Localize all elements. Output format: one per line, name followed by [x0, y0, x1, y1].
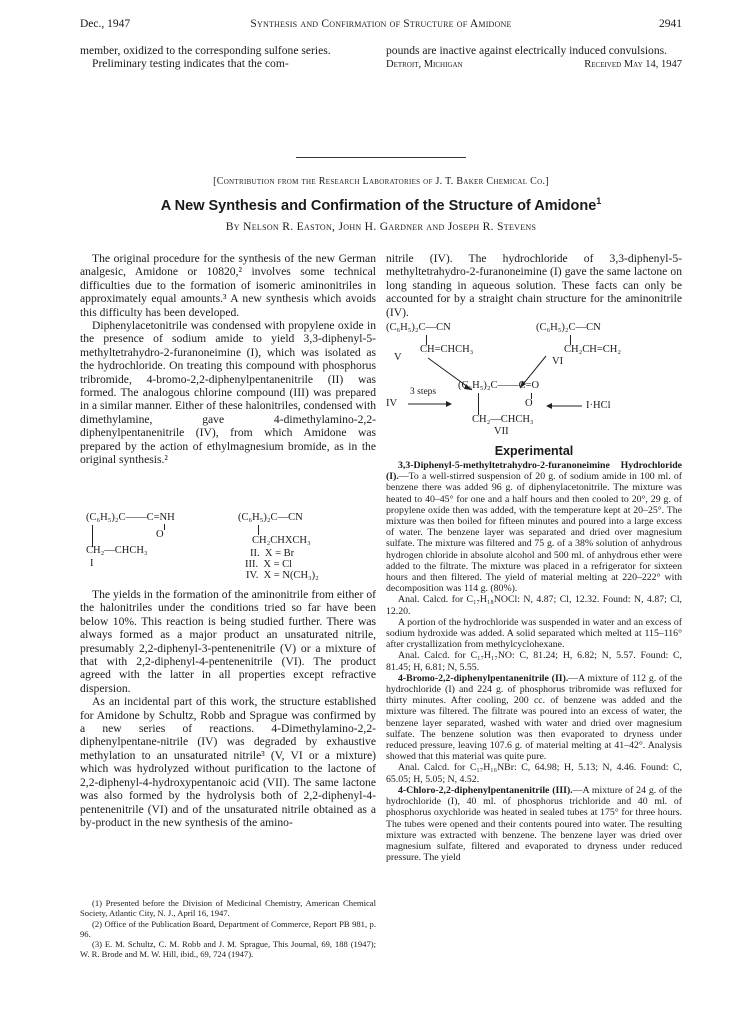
paragraph-confirmation: As an incidental part of this work, the structure established for Amidone by Schultz, Robb and Sprague was confirmed by a new series of reactions. 4-Dimethylamino-2,2-diphenylpentane-nitrile (IV) was degraded by exhaustive methylation to an unsaturated nitrile³ (V, VI or a mixture) which was hydrolyzed without purification to the lactone of 2,2-diphenyl-4-hydroxypentanoic acid (VII). The same lactone was also formed by the hydrolysis both of 2,2-diphenyl-4-pentenenitrile (VI) and of the unsaturated nitrile obtained as a by-product in the new synthesis of the amino-: [80, 695, 376, 829]
paragraph-intro: The original procedure for the synthesis of the new German analgesic, Amidone or 10820,² involves some technical difficulties due to the formation of isomeric aminonitriles in approximately equal amounts.³ A new synthesis which avoids this difficulty has been developed.: [80, 252, 376, 319]
struct-V-top: (C₆H₅)₂C—CN: [386, 322, 451, 333]
page-number: 2941: [659, 18, 682, 30]
prev-article-right: [386, 44, 682, 72]
running-title: Synthesis and Confirmation of Structure of Amidone: [250, 18, 512, 30]
left-column-continued: [80, 588, 376, 829]
exp-bromo-heading: 4-Bromo-2,2-diphenylpentanenitrile (II).: [398, 672, 569, 684]
struct-VII-label: VII: [494, 426, 509, 437]
exp-bromo-nitrile: [386, 673, 682, 763]
experimental-heading: Experimental: [494, 444, 574, 458]
struct-II-label: II. X = Br: [250, 548, 295, 559]
exp-imine-analysis: Anal. Calcd. for C₁₇H₁₈NOCl: N, 4.87; Cl, 12.32. Found: N, 4.87; Cl, 12.20.: [386, 594, 682, 617]
struct-VI-label: VI: [552, 356, 564, 367]
exp-chloro-heading: 4-Chloro-2,2-diphenylpentanenitrile (III).: [398, 784, 573, 796]
footnote-1: (1) Presented before the Division of Medicinal Chemistry, American Chemical Society, Atlantic City, N. J., April 16, 1947.: [80, 898, 376, 919]
struct-III-label: III. X = Cl: [245, 559, 293, 570]
struct-V-bottom: CH=CHCH₃: [420, 344, 474, 355]
exp-bromo-analysis: Anal. Calcd. for C₁₇H₁₆NBr: C, 64.98; H, 5.13; N, 4.46. Found: C, 65.05; H, 5.05; N, 4.52.: [386, 762, 682, 785]
article-title: [80, 196, 682, 214]
struct-I-bottom: CH₂—CHCH₃: [86, 545, 148, 556]
footnote-2: (2) Office of the Publication Board, Department of Commerce, Report PB 981, p. 96.: [80, 918, 376, 939]
footnotes: [80, 898, 376, 960]
struct-IV-ref: IV: [386, 398, 398, 409]
struct-I-hcl-label: I·HCl: [586, 400, 611, 411]
left-column: [80, 252, 376, 467]
struct-VI-bottom: CH₂CH=CH₂: [564, 344, 622, 355]
title-footnote-mark: 1: [596, 196, 602, 206]
running-header: [80, 18, 682, 34]
structure-block-1: [80, 512, 376, 592]
struct-V-label: V: [394, 352, 402, 363]
prev-article-text: member, oxidized to the corresponding sulfone series.: [80, 44, 331, 57]
struct-II-IV-bottom: CH₂CHXCH₃: [252, 535, 311, 546]
contribution-line: [Contribution from the Research Laboratories of J. T. Baker Chemical Co.]: [213, 176, 549, 187]
exp-chloro-text: —A mixture of 24 g. of the hydrochloride (I), 40 ml. of phosphorus trichloride and 40 ml. of phosphorus oxychloride was heated in sealed tubes at 175° for three hours. The tubes were opened and their contents poured into water. The resulting mixture was extracted with benzene. The benzene layer was dried over magnesium sulfate, filtered and evaporated to dryness under reduced pressure. The yield: [386, 784, 682, 864]
reaction-scheme: [386, 322, 682, 440]
paragraph-synthesis: Diphenylacetonitrile was condensed with propylene oxide in the presence of sodium amide to yield 3,3-diphenyl-5-methyltetrahydro-2-furanoneimine (I), which was isolated as the hydrochloride. On treating this compound with phosphorus tribromide, 4-bromo-2,2-diphenylpentanenitrile (II) was formed. The analogous chlorine compound (III) was prepared in a similar manner. Either of these halonitriles, condensed with dimethylamine, gave 4-dimethylamino-2,2-diphenylpentanenitrile (IV), from which Amidone was prepared by the action of ethylmagnesium bromide, as in the original synthesis.²: [80, 319, 376, 467]
footnote-3: (3) E. M. Schultz, C. M. Robb and J. M. Sprague, This Journal, 69, 188 (1947); W. R. Brode and M. W. Hill, ibid., 69, 724 (1947).: [80, 939, 376, 960]
exp-bromo-text: —A mixture of 112 g. of the hydrochloride (I) and 224 g. of phosphorus tribromide was refluxed for thirty minutes. After cooling, 200 cc. of benzene was added and the mixture was filtered. The filtrate was poured into an excess of water, the benzene layer separated, washed with water and dried over magnesium sulfate. The benzene solution was then evaporated to dryness under reduced pressure, leaving 107.6 g. of material melting at 41–42°. Analysis showed that this material was quite pure.: [386, 672, 682, 763]
right-column: [386, 252, 682, 319]
exp-imine-text: —To a well-stirred suspension of 20 g. of sodium amide in 100 ml. of benzene there was added 96 g. of diphenylacetonitrile. The mixture was heated to 40–45° for one and a half hours and then cooled to 20°, 29 g. of propylene oxide then was added, with the temperature kept at 20–25°. The mixture was then boiled for fifteen minutes and poured into a large excess of water. The benzene layer was separated and dried over magnesium sulfate. The mixture was filtered and 75 g. of a 38% solution of anhydrous hydrogen chloride in absolute alcohol and 500 ml. of anhydrous ether were added to the filtrate. The mixture was placed in a refrigerator for sixteen hours and then filtered. The yield of material melting at 220–222° with decomposition was 114 g. (80%).: [386, 471, 682, 595]
prev-article-received: Received May 14, 1947: [584, 59, 682, 71]
struct-VI-top: (C₆H₅)₂C—CN: [536, 322, 601, 333]
prev-article-location: Detroit, Michigan: [386, 59, 463, 71]
issue-date: Dec., 1947: [80, 18, 131, 30]
struct-I-oxygen: O: [156, 529, 164, 540]
struct-VII-oxygen: O: [525, 398, 533, 409]
prev-article-left: [80, 44, 376, 71]
three-steps-label: 3 steps: [410, 387, 437, 397]
paragraph-yields: The yields in the formation of the aminonitrile from either of the halonitriles under the conditions tried so far have been below 10%. This reaction is being studied further. There was always formed as a major product an unsaturated nitrile, presumably 2,2-diphenyl-3-pentenenitrile (V) or a mixture of that with 2,2-diphenyl-4-pentenenitrile (VI). The product agreed with the latter in all properties except refractive dispersion.: [80, 588, 376, 695]
struct-VII-bottom: CH₂—CHCH₃: [472, 414, 534, 425]
struct-I-label: I: [90, 558, 94, 569]
prev-article-text-2: Preliminary testing indicates that the com-: [92, 57, 289, 71]
struct-I-top: (C₆H₅)₂C——C=NH: [86, 512, 175, 523]
prev-article-conclusion: pounds are inactive against electrically induced convulsions.: [386, 44, 668, 57]
exp-free-base: A portion of the hydrochloride was suspended in water and an excess of sodium hydroxide was added. A solid separated which melted at 115–116° after crystallization from methylcyclohexane.: [386, 616, 682, 651]
paragraph-lactone: nitrile (IV). The hydrochloride of 3,3-diphenyl-5-methyltetrahydro-2-furanoneimine (I) gave the same lactone on long standing in aqueous solution. These facts can only be accounted for by a straight chain structure for the aminonitrile (IV).: [386, 252, 682, 319]
separator-rule: [296, 157, 466, 158]
author-line: By Nelson R. Easton, John H. Gardner and Joseph R. Stevens: [225, 220, 537, 233]
exp-free-base-analysis: Anal. Calcd. for C₁₇H₁₇NO: C, 81.24; H, 6.82; N, 5.57. Found: C, 81.45; H, 6.81; N, 5.55.: [386, 650, 682, 673]
exp-imine-hydrochloride: [386, 460, 682, 594]
experimental-section: [386, 444, 682, 863]
struct-VII-top: (C₆H₅)₂C——C=O: [458, 380, 540, 391]
exp-chloro-nitrile: [386, 785, 682, 863]
struct-II-IV-top: (C₆H₅)₂C—CN: [238, 512, 303, 523]
struct-IV-label: IV. X = N(CH₃)₂: [246, 570, 319, 581]
exp-imine-heading: 3,3-Diphenyl-5-methyltetrahydro-2-furanoneimine Hydrochloride (I).: [386, 460, 682, 483]
article-title-text: A New Synthesis and Confirmation of the Structure of Amidone: [160, 197, 597, 214]
